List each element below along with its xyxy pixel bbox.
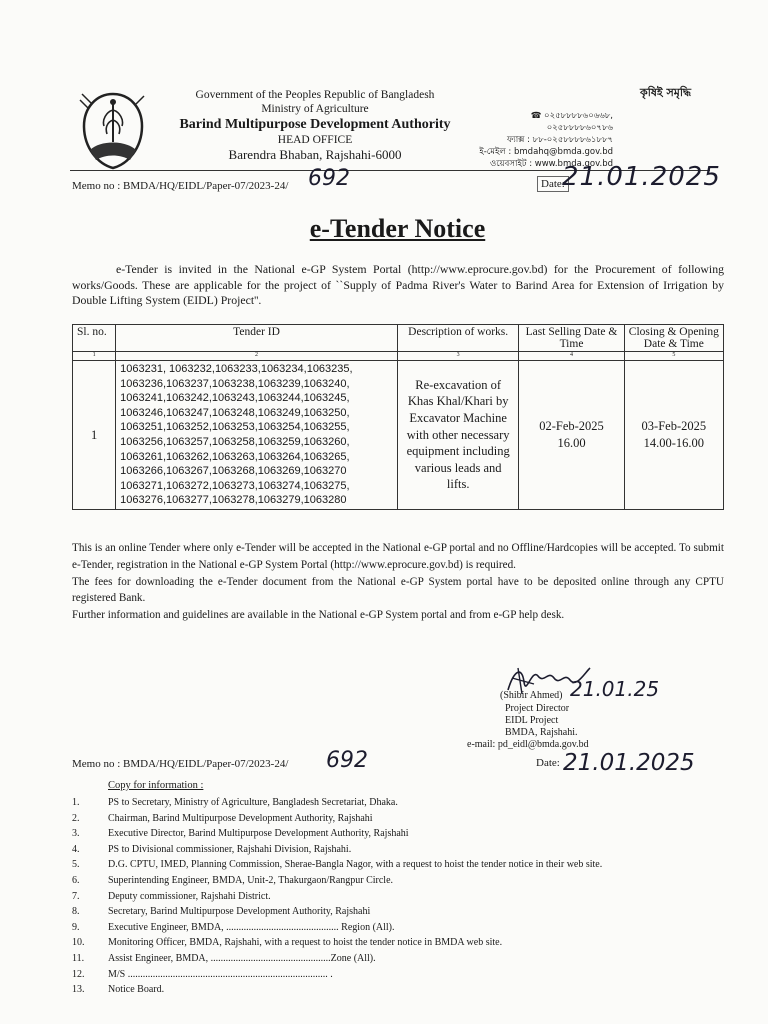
list-item-text: PS to Secretary, Ministry of Agriculture, Bangladesh Secretariat, Dhaka. <box>108 797 398 808</box>
slogan: কৃষিই সমৃদ্ধি <box>640 86 692 99</box>
letterhead <box>150 88 480 163</box>
address-line: Barendra Bhaban, Rajshahi-6000 <box>228 147 402 162</box>
list-item <box>72 873 732 889</box>
list-item-text: PS to Divisional commissioner, Rajshahi Division, Rajshahi. <box>108 843 352 855</box>
closing-time: 14.00-16.00 <box>643 435 705 450</box>
list-item <box>72 935 732 951</box>
list-item-number: 13. <box>72 984 85 996</box>
tender-id-line: 1063236,1063237,1063238,1063239,1063240, <box>120 377 350 390</box>
index-cell: 1 <box>73 352 116 361</box>
memo2-date-value: 21.01.2025 <box>563 750 695 776</box>
table-index-row <box>73 352 724 361</box>
list-item <box>72 889 732 905</box>
header-last-selling: Last Selling Date & Time <box>519 325 624 352</box>
list-item-text: Notice Board. <box>108 984 165 996</box>
list-item-text: Executive Director, Barind Multipurpose Development Authority, Rajshahi <box>108 828 409 840</box>
signatory-name: (Shibir Ahmed) <box>500 690 563 701</box>
copy-heading: Copy for information : <box>108 780 204 791</box>
list-item <box>72 842 732 858</box>
tender-id-line: 1063266,1063267,1063268,1063269,1063270 <box>120 465 347 478</box>
list-item-number: 1. <box>72 797 80 808</box>
index-cell: 2 <box>116 352 398 361</box>
list-item-text: Secretary, Barind Multipurpose Development Authority, Rajshahi <box>108 906 371 918</box>
contact-block <box>468 110 613 170</box>
cell-closing <box>624 361 723 510</box>
notes-block <box>72 540 724 624</box>
web-line: ওয়েবসাইট : www.bmda.gov.bd <box>489 159 613 169</box>
list-item-number: 12. <box>72 968 85 980</box>
list-item-text: Executive Engineer, BMDA, ............................................. Region (All). <box>108 921 395 933</box>
note-paragraph: The fees for downloading the e-Tender document from the National e-GP System portal have to be deposited online through any CPTU registered Bank. <box>72 575 724 605</box>
signatory-block <box>467 703 615 751</box>
signatory-email: e-mail: pd_eidl@bmda.gov.bd <box>467 739 589 750</box>
list-item <box>72 857 732 873</box>
closing-date: 03-Feb-2025 <box>641 419 707 434</box>
list-item <box>72 795 732 811</box>
list-item-number: 8. <box>72 906 80 918</box>
phone-line: ☎ ০২৫৮৮৮৮৬০৬৬৮, ০২৫৮৮৮৮৬০৭৮৬ <box>530 111 613 133</box>
page-title: e-Tender Notice <box>309 214 486 243</box>
cell-sl: 1 <box>73 361 116 510</box>
memo2-date-label: Date: <box>536 757 560 769</box>
list-item-number: 9. <box>72 921 80 933</box>
list-item-text: Monitoring Officer, BMDA, Rajshahi, with a request to hoist the tender notice in BMDA web site. <box>108 937 503 949</box>
date-label: Date: <box>537 176 569 192</box>
cell-tender-ids <box>116 361 398 510</box>
intro-paragraph: e-Tender is invited in the National e-GP System Portal (http://www.eprocure.gov.bd) for the Procurement of following works/Goods. These are applicable for the project of ``Supply of Padma River's Water to Barind Area for Extension of Irrigation by Double Lifting System (EIDL) Project''. <box>72 262 724 308</box>
bmda-logo-icon <box>78 90 148 170</box>
list-item <box>72 826 732 842</box>
list-item-text: Chairman, Barind Multipurpose Development Authority, Rajshahi <box>108 812 373 824</box>
list-item-number: 4. <box>72 843 80 855</box>
tender-id-line: 1063261,1063262,1063263,1063264,1063265, <box>120 450 350 463</box>
memo-label: Memo no : BMDA/HQ/EIDL/Paper-07/2023-24/ <box>72 180 289 192</box>
signatory-designation: Project Director <box>505 703 570 714</box>
list-item <box>72 951 732 967</box>
memo-number: 692 <box>308 166 350 191</box>
list-item <box>72 967 732 983</box>
list-item <box>72 811 732 827</box>
cell-description: Re-excavation of Khas Khal/Khari by Excavator Machine with other necessary equipment including various leads and lifts. <box>397 361 518 510</box>
tender-id-line: 1063251,1063252,1063253,1063254,1063255, <box>120 421 350 434</box>
header-description: Description of works. <box>397 325 518 352</box>
list-item-text: M/S ................................................................................ . <box>108 968 333 980</box>
email-line: ই-মেইল : bmdahq@bmda.gov.bd <box>479 147 613 157</box>
cell-last-selling <box>519 361 624 510</box>
header-sl: Sl. no. <box>73 325 116 352</box>
list-item-text: Superintending Engineer, BMDA, Unit-2, Thakurgaon/Rangpur Circle. <box>108 874 394 886</box>
org-name: Barind Multipurpose Development Authority <box>179 117 451 132</box>
header-closing: Closing & Opening Date & Time <box>624 325 723 352</box>
table-header-row <box>73 325 724 352</box>
list-item-text: Assist Engineer, BMDA, ................................................Zone (All). <box>108 952 376 964</box>
list-item-number: 10. <box>72 937 85 949</box>
memo2-label: Memo no : BMDA/HQ/EIDL/Paper-07/2023-24/ <box>72 758 289 770</box>
list-item-number: 6. <box>72 874 80 886</box>
note-paragraph: Further information and guidelines are available in the National e-GP System portal and from e-GP help desk. <box>72 609 565 622</box>
signatory-place: BMDA, Rajshahi. <box>505 727 578 738</box>
list-item <box>72 982 732 998</box>
list-item-text: D.G. CPTU, IMED, Planning Commission, Sherae-Bangla Nagor, with a request to hoist the tender notice in their web site. <box>108 859 603 871</box>
copy-list <box>72 795 732 998</box>
tender-id-line: 1063276,1063277,1063278,1063279,1063280 <box>120 494 347 507</box>
list-item-text: Deputy commissioner, Rajshahi District. <box>108 890 271 902</box>
note-paragraph: This is an online Tender where only e-Tender will be accepted in the National e-GP portal and no Offline/Hardcopies will be accepted. To submit e-Tender, registration in the National e-GP System Portal (http://www.eprocure.gov.bd) is required. <box>72 542 724 571</box>
memo2-number: 692 <box>326 748 368 773</box>
tender-table <box>72 324 724 510</box>
header-tender-id: Tender ID <box>116 325 398 352</box>
tender-id-line: 1063231, 1063232,1063233,1063234,1063235, <box>120 363 353 375</box>
signatory-project: EIDL Project <box>505 715 559 726</box>
tender-id-line: 1063246,1063247,1063248,1063249,1063250, <box>120 406 350 419</box>
list-item <box>72 920 732 936</box>
last-selling-time: 16.00 <box>557 435 586 450</box>
list-item-number: 5. <box>72 859 80 871</box>
list-item-number: 2. <box>72 812 80 824</box>
fax-line: ফ্যাক্স : ৮৮-০২৫৮৮৮৮৬১৮৮৭ <box>507 135 613 145</box>
list-item <box>72 904 732 920</box>
ministry-line: Ministry of Agriculture <box>261 103 369 115</box>
signature-date: 21.01.25 <box>570 677 660 701</box>
last-selling-date: 02-Feb-2025 <box>539 419 604 434</box>
date-value: 21.01.2025 <box>562 162 721 192</box>
govt-line: Government of the Peoples Republic of Bangladesh <box>195 89 435 101</box>
tender-id-line: 1063271,1063272,1063273,1063274,1063275, <box>120 479 350 492</box>
index-cell: 3 <box>397 352 518 361</box>
list-item-number: 11. <box>72 952 85 964</box>
tender-id-line: 1063256,1063257,1063258,1063259,1063260, <box>120 435 350 448</box>
office-line: HEAD OFFICE <box>277 134 353 146</box>
tender-id-line: 1063241,1063242,1063243,1063244,1063245, <box>120 392 350 405</box>
list-item-number: 3. <box>72 828 80 840</box>
table-row <box>73 361 724 510</box>
index-cell: 4 <box>519 352 624 361</box>
index-cell: 5 <box>624 352 723 361</box>
list-item-number: 7. <box>72 890 80 902</box>
